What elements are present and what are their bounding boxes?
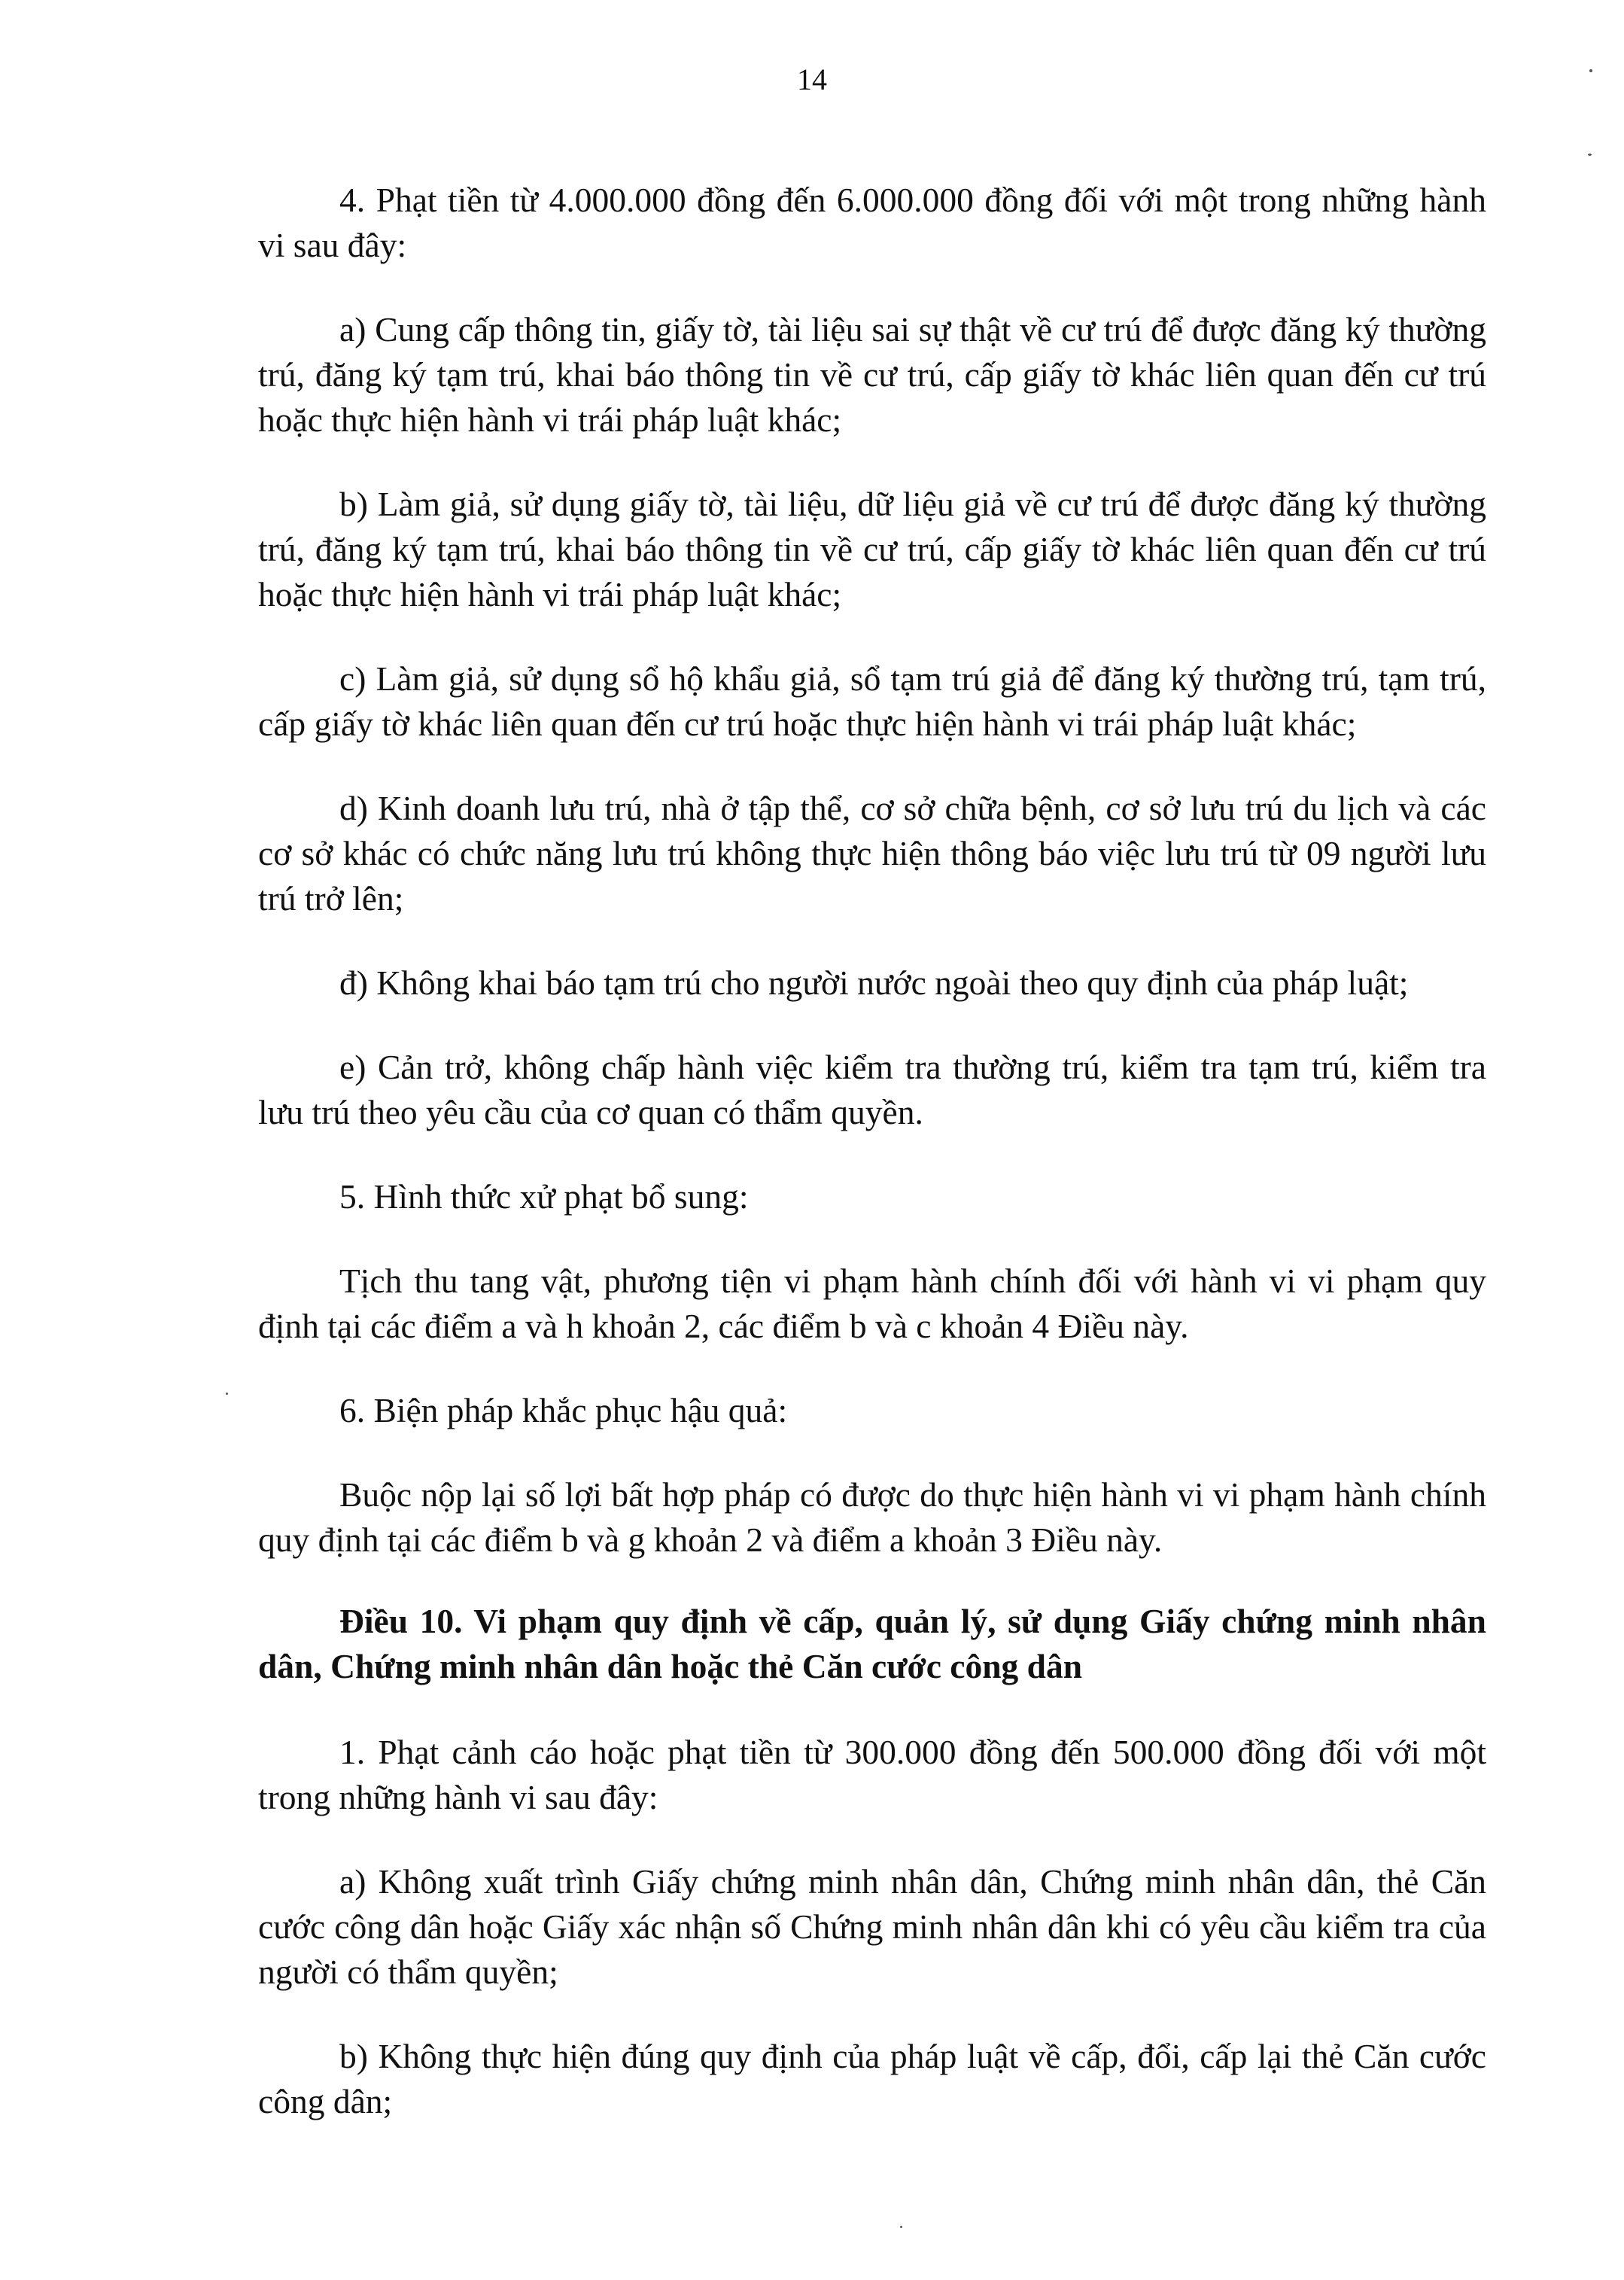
paragraph-clause-6-body: Buộc nộp lại số lợi bất hợp pháp có được do thực hiện hành vi vi phạm hành chính quy định tại các điểm b và g khoản 2 và điểm a khoản 3 Điều này. [258, 1475, 1486, 1559]
scan-speck [1589, 69, 1592, 72]
scan-speck [1588, 154, 1592, 156]
article-10-heading: Điều 10. Vi phạm quy định về cấp, quản lý, sử dụng Giấy chứng minh nhân dân, Chứng minh nhân dân hoặc thẻ Căn cước công dân [258, 1602, 1486, 1685]
paragraph-article-10-clause-1: 1. Phạt cảnh cáo hoặc phạt tiền từ 300.000 đồng đến 500.000 đồng đối với một trong những hành vi sau đây: [258, 1733, 1486, 1816]
page-number: 14 [797, 62, 827, 96]
paragraph-clause-5-body: Tịch thu tang vật, phương tiện vi phạm hành chính đối với hành vi vi phạm quy định tại các điểm a và h khoản 2, các điểm b và c khoản 4 Điều này. [258, 1262, 1486, 1345]
paragraph-clause-6: 6. Biện pháp khắc phục hậu quả: [339, 1391, 788, 1429]
paragraph-article-10-1a: a) Không xuất trình Giấy chứng minh nhân dân, Chứng minh nhân dân, thẻ Căn cước công dân hoặc Giấy xác nhận số Chứng minh nhân dân khi có yêu cầu kiểm tra của người có thẩm quyền; [258, 1862, 1486, 1991]
paragraph-article-10-1b: b) Không thực hiện đúng quy định của pháp luật về cấp, đổi, cấp lại thẻ Căn cước công dân; [258, 2037, 1486, 2120]
paragraph-4dd: đ) Không khai báo tạm trú cho người nước ngoài theo quy định của pháp luật; [339, 963, 1409, 1002]
paragraph-4a: a) Cung cấp thông tin, giấy tờ, tài liệu sai sự thật về cư trú để được đăng ký thường trú, đăng ký tạm trú, khai báo thông tin về cư trú, cấp giấy tờ khác liên quan đến cư trú hoặc thực hiện hành vi trái pháp luật khác; [258, 310, 1486, 439]
scan-speck [900, 2226, 902, 2228]
paragraph-clause-5: 5. Hình thức xử phạt bổ sung: [339, 1177, 749, 1216]
paragraph-4b: b) Làm giả, sử dụng giấy tờ, tài liệu, dữ liệu giả về cư trú để được đăng ký thường trú, đăng ký tạm trú, khai báo thông tin về cư trú, cấp giấy tờ khác liên quan đến cư trú hoặc thực hiện hành vi trái pháp luật khác; [258, 485, 1486, 613]
scan-speck [226, 1393, 228, 1395]
paragraph-4e: e) Cản trở, không chấp hành việc kiểm tra thường trú, kiểm tra tạm trú, kiểm tra lưu trú theo yêu cầu của cơ quan có thẩm quyền. [258, 1048, 1486, 1131]
paragraph-4d: d) Kinh doanh lưu trú, nhà ở tập thể, cơ sở chữa bệnh, cơ sở lưu trú du lịch và các cơ sở khác có chức năng lưu trú không thực hiện thông báo việc lưu trú từ 09 người lưu trú trở lên; [258, 789, 1486, 918]
paragraph-clause-4: 4. Phạt tiền từ 4.000.000 đồng đến 6.000.000 đồng đối với một trong những hành vi sau đây: [258, 181, 1486, 264]
paragraph-4c: c) Làm giả, sử dụng sổ hộ khẩu giả, sổ tạm trú giả để đăng ký thường trú, tạm trú, cấp giấy tờ khác liên quan đến cư trú hoặc thực hiện hành vi trái pháp luật khác; [258, 659, 1486, 743]
document-body [258, 178, 1486, 2163]
